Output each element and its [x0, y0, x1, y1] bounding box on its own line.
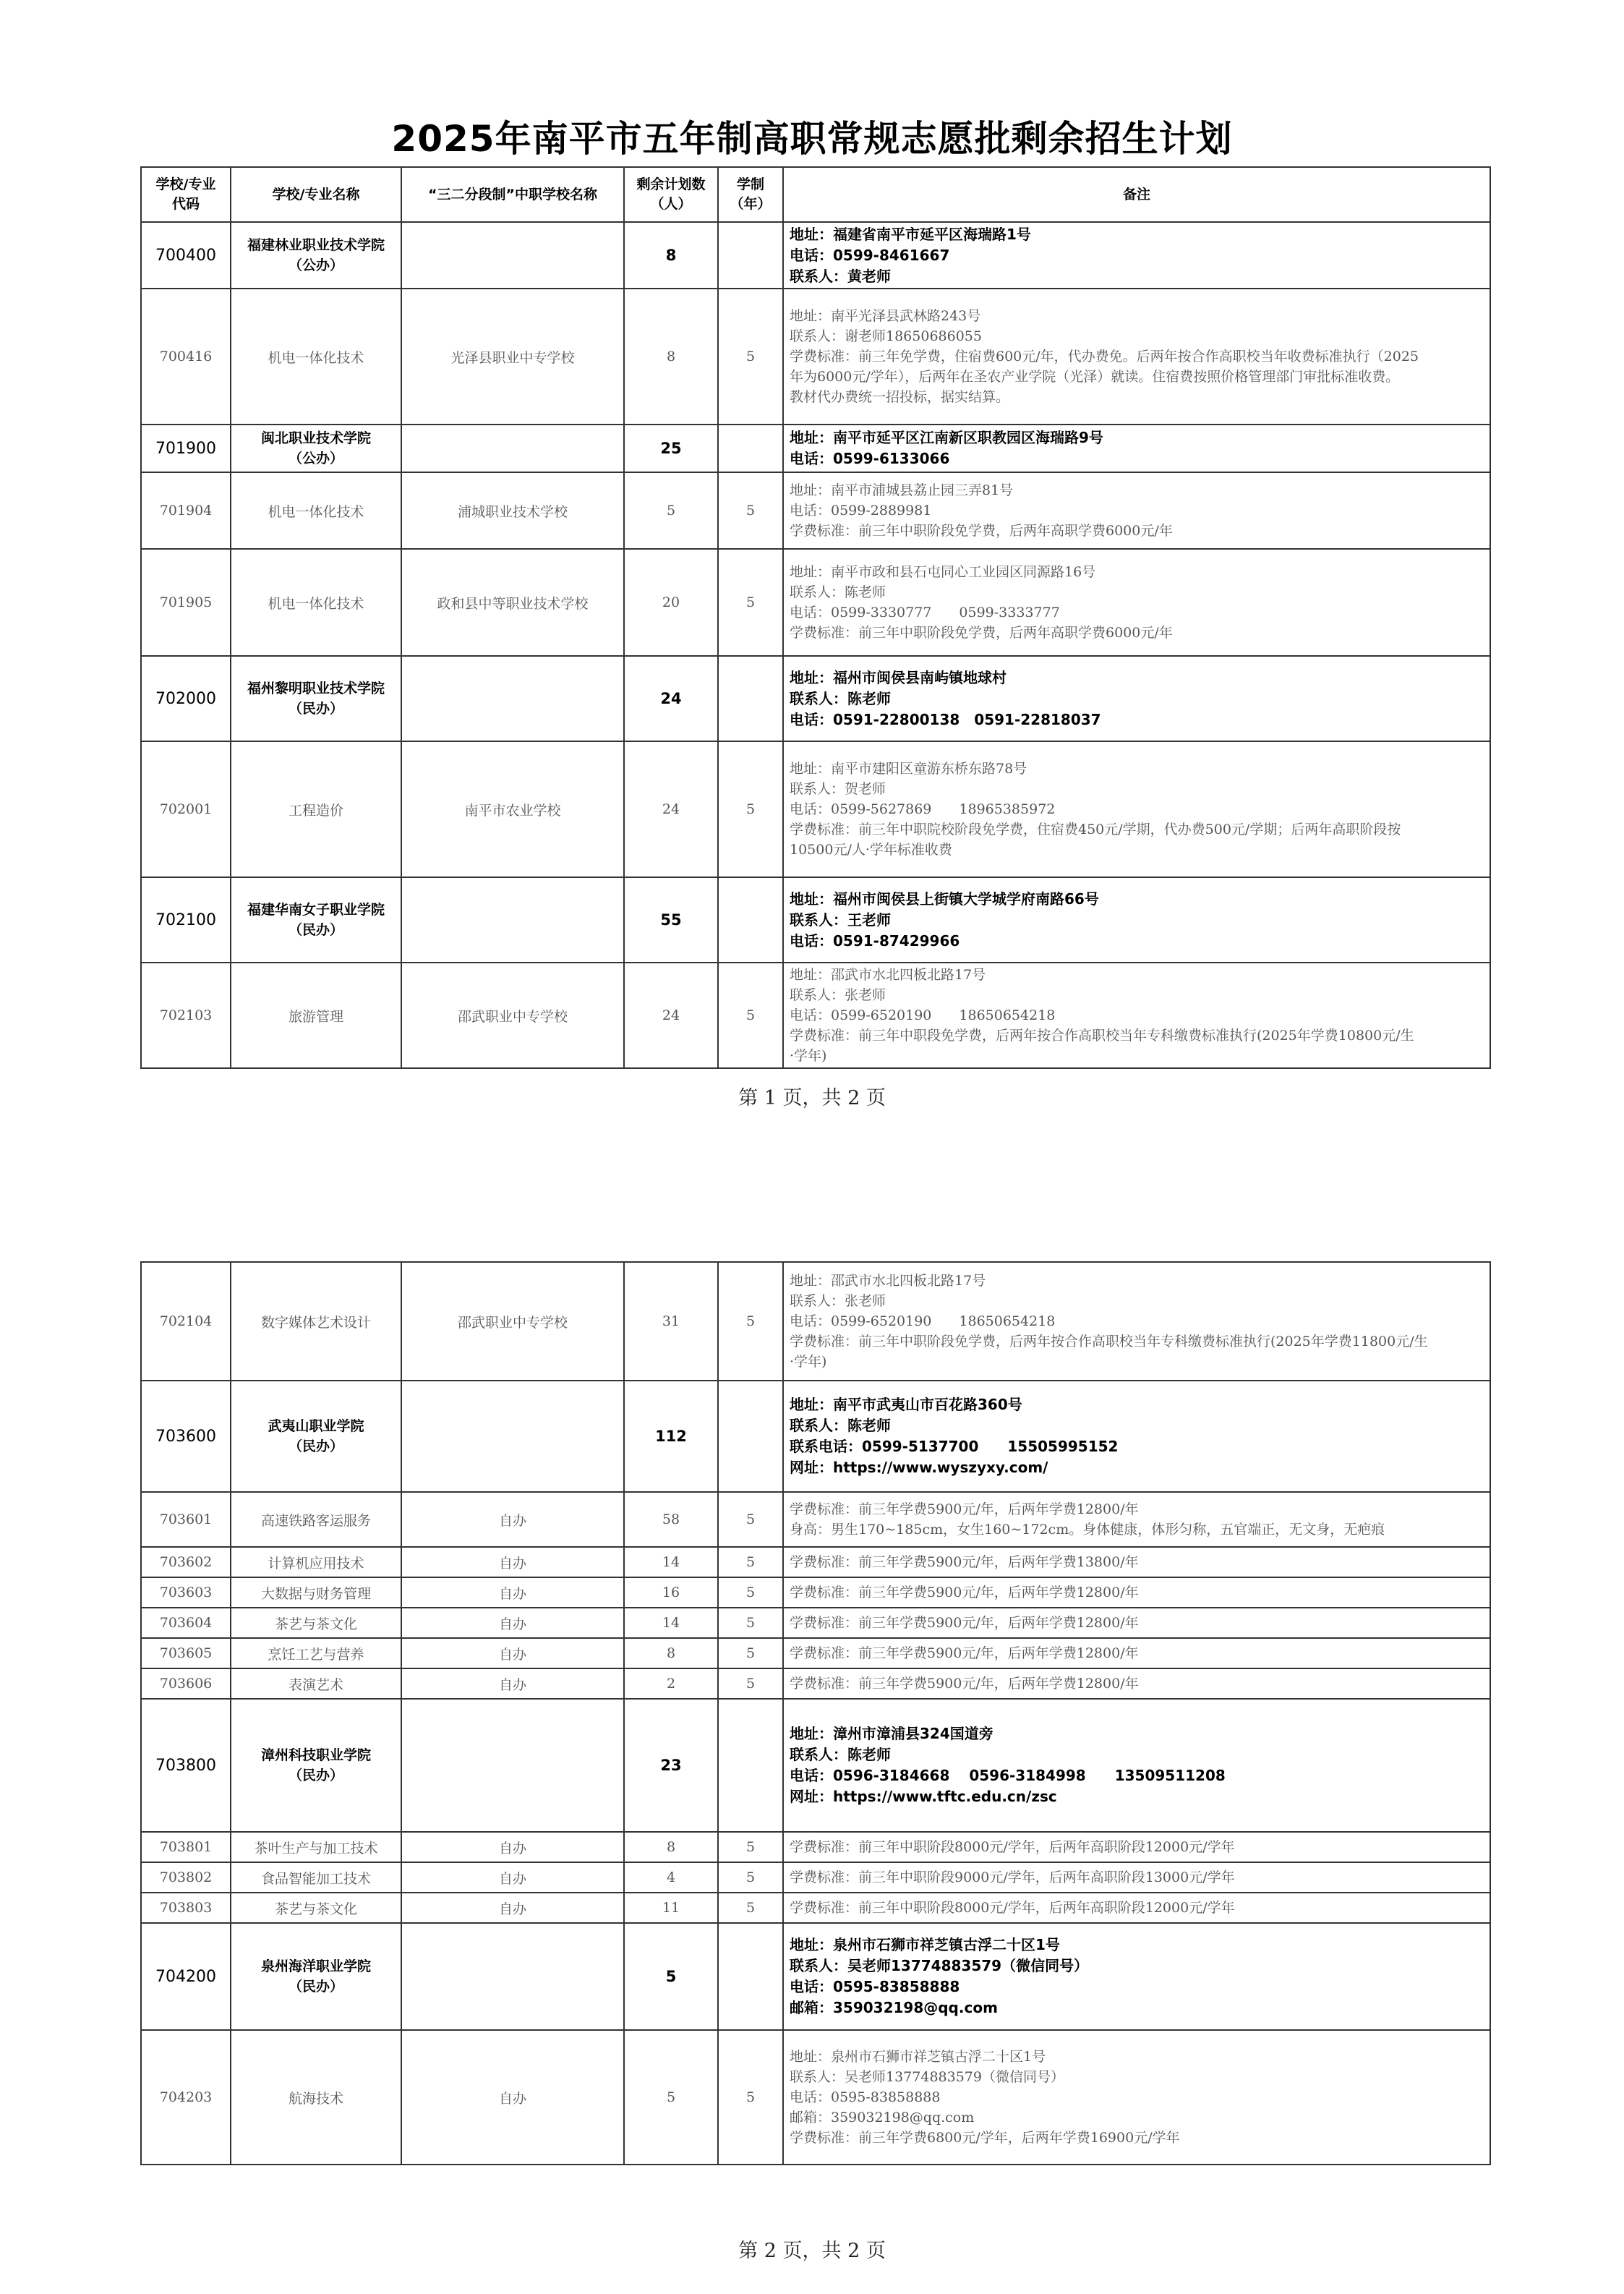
note-line: ·学年): [790, 1354, 827, 1370]
name-line: 数字媒体艺术设计: [260, 1314, 371, 1331]
page-number-1: 第 1 页，共 2 页: [738, 1087, 886, 1109]
mid-school-cell: [401, 656, 624, 741]
name-cell: [231, 1668, 401, 1699]
plan-table-page-1: [140, 166, 1491, 1069]
name-line: 机电一体化技术: [268, 503, 364, 520]
name-cell: [231, 1577, 401, 1608]
years-cell: 5: [718, 472, 783, 549]
name-line: 计算机应用技术: [268, 1555, 364, 1572]
mid-school-cell: 南平市农业学校: [401, 741, 624, 877]
name-cell: [231, 289, 401, 425]
code-cell: 702000: [141, 656, 231, 741]
major-row: [141, 741, 1490, 877]
school-row: [141, 222, 1490, 289]
major-row: [141, 1547, 1490, 1577]
school-row: [141, 425, 1490, 472]
note-line: 联系人：谢老师18650686055: [790, 328, 982, 344]
major-row: [141, 1262, 1490, 1381]
code-cell: 703600: [141, 1381, 231, 1492]
note-line: 地址：南平市延平区江南新区职教园区海瑞路9号: [790, 429, 1103, 446]
name-line: 大数据与财务管理: [260, 1585, 371, 1602]
remaining-cell: 23: [624, 1699, 718, 1832]
note-line: 学费标准：前三年学费5900元/年，后两年学费12800/年: [790, 1676, 1139, 1692]
note-line: 地址：福州市闽侯县上街镇大学城学府南路66号: [790, 890, 1099, 908]
years-cell: 5: [718, 741, 783, 877]
note-line: 学费标准：前三年免学费，住宿费600元/年，代办费免。后两年按合作高职校当年收费标准执行（2025: [790, 349, 1419, 364]
years-cell: [718, 1923, 783, 2030]
name-cell: [231, 1547, 401, 1577]
code-cell: 701900: [141, 425, 231, 472]
years-cell: [718, 877, 783, 963]
remaining-cell: 5: [624, 1923, 718, 2030]
note-line: 地址：南平市建阳区童游东桥东路78号: [790, 761, 1027, 777]
mid-school-cell: [401, 877, 624, 963]
note-line: 学费标准：前三年学费6800元/学年，后两年学费16900元/学年: [790, 2130, 1180, 2146]
major-row: [141, 1668, 1490, 1699]
notes-cell: [783, 1923, 1490, 2030]
name-line: 高速铁路客运服务: [260, 1512, 371, 1529]
name-line: 福建华南女子职业学院: [247, 902, 385, 918]
note-line: 电话：0596-3184668 0596-3184998 13509511208: [790, 1767, 1226, 1784]
note-line: ·学年): [790, 1048, 827, 1064]
header-notes: 备注: [783, 167, 1490, 222]
name-cell: [231, 2030, 401, 2165]
years-cell: [718, 1699, 783, 1832]
name-cell: [231, 472, 401, 549]
note-line: 学费标准：前三年中职阶段9000元/学年，后两年高职阶段13000元/学年: [790, 1869, 1235, 1885]
note-line: 电话：0599-8461667: [790, 246, 950, 264]
notes-cell: [783, 289, 1490, 425]
code-cell: 703803: [141, 1893, 231, 1923]
notes-cell: [783, 1608, 1490, 1638]
years-cell: [718, 222, 783, 289]
code-cell: 703604: [141, 1608, 231, 1638]
code-cell: 703605: [141, 1638, 231, 1668]
mid-school-cell: 自办: [401, 1832, 624, 1862]
years-cell: 5: [718, 289, 783, 425]
name-line: （民办）: [288, 1979, 343, 1995]
name-line: （公办）: [288, 451, 343, 466]
major-row: [141, 2030, 1490, 2165]
note-line: 联系人：张老师: [790, 1293, 886, 1309]
name-cell: [231, 963, 401, 1068]
name-cell: [231, 1262, 401, 1381]
note-line: 学费标准：前三年学费5900元/年，后两年学费12800/年: [790, 1615, 1139, 1631]
remaining-cell: 8: [624, 1832, 718, 1862]
note-line: 联系人：王老师: [790, 911, 891, 929]
code-cell: 702001: [141, 741, 231, 877]
note-line: 地址：邵武市水北四板北路17号: [790, 1273, 986, 1289]
name-cell: [231, 877, 401, 963]
mid-school-cell: 自办: [401, 1608, 624, 1638]
note-line: 电话：0599-3330777 0599-3333777: [790, 605, 1060, 621]
note-line: 地址：南平市武夷山市百花路360号: [790, 1396, 1022, 1413]
notes-cell: [783, 1492, 1490, 1547]
code-cell: 702100: [141, 877, 231, 963]
note-line: 地址：泉州市石狮市祥芝镇古浮二十区1号: [790, 1936, 1060, 1953]
note-line: 地址：福建省南平市延平区海瑞路1号: [790, 225, 1031, 243]
years-cell: 5: [718, 963, 783, 1068]
mid-school-cell: [401, 1699, 624, 1832]
notes-cell: [783, 963, 1490, 1068]
name-line: 烹饪工艺与营养: [268, 1646, 364, 1663]
remaining-cell: 5: [624, 2030, 718, 2165]
mid-school-cell: 自办: [401, 1668, 624, 1699]
note-line: 学费标准：前三年学费5900元/年，后两年学费12800/年: [790, 1585, 1139, 1600]
name-line: （公办）: [288, 257, 343, 273]
note-line: 电话：0599-6520190 18650654218: [790, 1313, 1056, 1329]
remaining-cell: 24: [624, 741, 718, 877]
major-row: [141, 1492, 1490, 1547]
note-line: 地址：南平光泽县武林路243号: [790, 308, 981, 324]
years-cell: 5: [718, 1577, 783, 1608]
remaining-cell: 55: [624, 877, 718, 963]
note-line: 联系人：吴老师13774883579（微信同号）: [790, 2069, 1064, 2085]
years-cell: 5: [718, 1608, 783, 1638]
name-line: 福建林业职业技术学院: [247, 237, 385, 253]
major-row: [141, 1832, 1490, 1862]
code-cell: 701904: [141, 472, 231, 549]
note-line: 电话：0595-83858888: [790, 1978, 960, 1995]
school-row: [141, 1923, 1490, 2030]
remaining-cell: 2: [624, 1668, 718, 1699]
header-years: 学制 （年）: [718, 167, 783, 222]
notes-cell: [783, 549, 1490, 656]
name-cell: [231, 741, 401, 877]
name-cell: [231, 1832, 401, 1862]
major-row: [141, 472, 1490, 549]
years-cell: 5: [718, 1492, 783, 1547]
years-cell: 5: [718, 1862, 783, 1893]
notes-cell: [783, 1381, 1490, 1492]
mid-school-cell: 自办: [401, 2030, 624, 2165]
code-cell: 702104: [141, 1262, 231, 1381]
mid-school-cell: 自办: [401, 1547, 624, 1577]
years-cell: 5: [718, 1262, 783, 1381]
years-cell: [718, 1381, 783, 1492]
note-line: 地址：漳州市漳浦县324国道旁: [790, 1725, 993, 1742]
code-cell: 702103: [141, 963, 231, 1068]
mid-school-cell: 邵武职业中专学校: [401, 963, 624, 1068]
note-line: 电话：0591-87429966: [790, 931, 960, 950]
name-cell: [231, 1608, 401, 1638]
major-row: [141, 963, 1490, 1068]
mid-school-cell: 自办: [401, 1893, 624, 1923]
name-line: 工程造价: [288, 802, 343, 819]
major-row: [141, 1577, 1490, 1608]
code-cell: 703602: [141, 1547, 231, 1577]
school-row: [141, 656, 1490, 741]
name-line: （民办）: [288, 701, 343, 717]
header-mid-school: “三二分段制”中职学校名称: [401, 167, 624, 222]
mid-school-cell: [401, 1381, 624, 1492]
remaining-cell: 5: [624, 472, 718, 549]
note-line: 网址：https://www.wyszyxy.com/: [790, 1459, 1048, 1476]
note-line: 电话：0595-83858888: [790, 2089, 941, 2105]
mid-school-cell: 自办: [401, 1638, 624, 1668]
note-line: 学费标准：前三年中职阶段8000元/学年，后两年高职阶段12000元/学年: [790, 1839, 1235, 1855]
note-line: 电话：0599-6520190 18650654218: [790, 1007, 1056, 1023]
note-line: 联系人：陈老师: [790, 584, 886, 600]
name-line: 机电一体化技术: [268, 595, 364, 612]
note-line: 联系人：张老师: [790, 987, 886, 1003]
remaining-cell: 112: [624, 1381, 718, 1492]
mid-school-cell: 自办: [401, 1577, 624, 1608]
mid-school-cell: 自办: [401, 1862, 624, 1893]
remaining-cell: 11: [624, 1893, 718, 1923]
mid-school-cell: [401, 1923, 624, 2030]
name-line: （民办）: [288, 1768, 343, 1783]
years-cell: [718, 656, 783, 741]
code-cell: 703603: [141, 1577, 231, 1608]
note-line: 学费标准：前三年中职阶段8000元/学年，后两年高职阶段12000元/学年: [790, 1900, 1235, 1916]
note-line: 年为6000元/学年），后两年在圣农产业学院（光泽）就读。住宿费按照价格管理部门审批标准收费。: [790, 369, 1400, 385]
name-cell: [231, 1492, 401, 1547]
code-cell: 703601: [141, 1492, 231, 1547]
mid-school-cell: 自办: [401, 1492, 624, 1547]
remaining-cell: 25: [624, 425, 718, 472]
code-cell: 704203: [141, 2030, 231, 2165]
note-line: 地址：泉州市石狮市祥芝镇古浮二十区1号: [790, 2049, 1046, 2065]
notes-cell: [783, 1262, 1490, 1381]
header-code: 学校/专业 代码: [141, 167, 231, 222]
mid-school-cell: 光泽县职业中专学校: [401, 289, 624, 425]
name-cell: [231, 656, 401, 741]
code-cell: 703801: [141, 1832, 231, 1862]
note-line: 网址：https://www.tftc.edu.cn/zsc: [790, 1788, 1057, 1805]
name-line: 泉州海洋职业学院: [260, 1958, 371, 1974]
name-line: 武夷山职业学院: [268, 1418, 364, 1434]
remaining-cell: 24: [624, 963, 718, 1068]
note-line: 联系人：陈老师: [790, 1746, 891, 1763]
name-line: 食品智能加工技术: [260, 1870, 371, 1887]
note-line: 学费标准：前三年中职阶段免学费，后两年按合作高职校当年专科缴费标准执行(2025年学费11800元/生: [790, 1334, 1428, 1349]
code-cell: 700400: [141, 222, 231, 289]
remaining-cell: 14: [624, 1608, 718, 1638]
notes-cell: [783, 1862, 1490, 1893]
remaining-cell: 31: [624, 1262, 718, 1381]
major-row: [141, 289, 1490, 425]
page-number-2: 第 2 页，共 2 页: [738, 2240, 886, 2262]
mid-school-cell: [401, 222, 624, 289]
mid-school-cell: 政和县中等职业技术学校: [401, 549, 624, 656]
notes-cell: [783, 2030, 1490, 2165]
name-line: 福州黎明职业技术学院: [247, 681, 385, 696]
note-line: 联系人：陈老师: [790, 689, 891, 707]
note-line: 联系人：吴老师13774883579（微信同号）: [790, 1957, 1089, 1974]
code-cell: 704200: [141, 1923, 231, 2030]
years-cell: 5: [718, 1547, 783, 1577]
years-cell: 5: [718, 2030, 783, 2165]
years-cell: 5: [718, 549, 783, 656]
plan-table-page-2: [140, 1261, 1491, 2165]
name-line: 旅游管理: [288, 1008, 343, 1025]
name-cell: [231, 1638, 401, 1668]
school-row: [141, 1699, 1490, 1832]
note-line: 学费标准：前三年学费5900元/年，后两年学费13800/年: [790, 1554, 1139, 1570]
code-cell: 703800: [141, 1699, 231, 1832]
note-line: 学费标准：前三年学费5900元/年，后两年学费12800/年: [790, 1645, 1139, 1661]
name-line: 茶艺与茶文化: [274, 1901, 357, 1917]
name-cell: [231, 425, 401, 472]
code-cell: 700416: [141, 289, 231, 425]
name-line: 航海技术: [288, 2090, 343, 2107]
note-line: 学费标准：前三年中职段免学费，后两年按合作高职校当年专科缴费标准执行(2025年学费10800元/生: [790, 1028, 1414, 1044]
note-line: 电话：0599-6133066: [790, 450, 950, 467]
name-line: 闽北职业技术学院: [260, 430, 371, 446]
remaining-cell: 16: [624, 1577, 718, 1608]
name-line: 表演艺术: [288, 1676, 343, 1693]
major-row: [141, 1638, 1490, 1668]
name-cell: [231, 549, 401, 656]
name-line: （民办）: [288, 1438, 343, 1454]
page-title: 2025年南平市五年制高职常规志愿批剩余招生计划: [391, 118, 1233, 160]
note-line: 邮箱：359032198@qq.com: [790, 2110, 975, 2125]
major-row: [141, 549, 1490, 656]
mid-school-cell: [401, 425, 624, 472]
note-line: 电话：0599-2889981: [790, 503, 932, 519]
name-line: 漳州科技职业学院: [260, 1747, 371, 1763]
remaining-cell: 14: [624, 1547, 718, 1577]
remaining-cell: 4: [624, 1862, 718, 1893]
code-cell: 703606: [141, 1668, 231, 1699]
note-line: 电话：0591-22800138 0591-22818037: [790, 710, 1101, 728]
mid-school-cell: 邵武职业中专学校: [401, 1262, 624, 1381]
notes-cell: [783, 472, 1490, 549]
remaining-cell: 8: [624, 1638, 718, 1668]
notes-cell: [783, 1893, 1490, 1923]
notes-cell: [783, 877, 1490, 963]
years-cell: 5: [718, 1893, 783, 1923]
name-line: 机电一体化技术: [268, 349, 364, 366]
name-line: 茶艺与茶文化: [274, 1616, 357, 1632]
major-row: [141, 1893, 1490, 1923]
notes-cell: [783, 1668, 1490, 1699]
note-line: 联系人：黄老师: [790, 267, 891, 285]
name-cell: [231, 1893, 401, 1923]
notes-cell: [783, 1832, 1490, 1862]
note-line: 地址：福州市闽侯县南屿镇地球村: [790, 668, 1007, 686]
name-cell: [231, 222, 401, 289]
note-line: 学费标准：前三年中职阶段免学费，后两年高职学费6000元/年: [790, 625, 1173, 641]
header-name: 学校/专业名称: [231, 167, 401, 222]
note-line: 学费标准：前三年中职阶段免学费，后两年高职学费6000元/年: [790, 523, 1173, 539]
note-line: 地址：邵武市水北四板北路17号: [790, 967, 986, 983]
notes-cell: [783, 1699, 1490, 1832]
remaining-cell: 8: [624, 289, 718, 425]
name-cell: [231, 1699, 401, 1832]
code-cell: 703802: [141, 1862, 231, 1893]
header-remaining: 剩余计划数 （人）: [624, 167, 718, 222]
name-line: （民办）: [288, 922, 343, 938]
note-line: 联系电话：0599-5137700 15505995152: [790, 1438, 1119, 1455]
school-row: [141, 1381, 1490, 1492]
code-cell: 701905: [141, 549, 231, 656]
notes-cell: [783, 1577, 1490, 1608]
note-line: 地址：南平市浦城县荔止园三弄81号: [790, 482, 1014, 498]
note-line: 地址：南平市政和县石屯同心工业园区同源路16号: [790, 564, 1096, 580]
major-row: [141, 1608, 1490, 1638]
notes-cell: [783, 656, 1490, 741]
note-line: 电话：0599-5627869 18965385972: [790, 801, 1056, 817]
years-cell: 5: [718, 1668, 783, 1699]
mid-school-cell: 浦城职业技术学校: [401, 472, 624, 549]
table-header-row: [141, 167, 1490, 222]
remaining-cell: 58: [624, 1492, 718, 1547]
name-cell: [231, 1862, 401, 1893]
note-line: 学费标准：前三年学费5900元/年，后两年学费12800/年: [790, 1501, 1139, 1517]
notes-cell: [783, 425, 1490, 472]
notes-cell: [783, 222, 1490, 289]
name-cell: [231, 1923, 401, 2030]
note-line: 邮箱：359032198@qq.com: [790, 1999, 998, 2016]
notes-cell: [783, 1638, 1490, 1668]
note-line: 10500元/人·学年标准收费: [790, 842, 952, 858]
note-line: 教材代办费统一招投标，据实结算。: [790, 389, 1010, 405]
name-cell: [231, 1381, 401, 1492]
years-cell: 5: [718, 1832, 783, 1862]
notes-cell: [783, 741, 1490, 877]
years-cell: 5: [718, 1638, 783, 1668]
notes-cell: [783, 1547, 1490, 1577]
remaining-cell: 20: [624, 549, 718, 656]
note-line: 身高：男生170~185cm，女生160~172cm。身体健康，体形匀称，五官端正，无文身，无疤痕: [790, 1522, 1385, 1538]
note-line: 联系人：陈老师: [790, 1417, 891, 1434]
school-row: [141, 877, 1490, 963]
remaining-cell: 24: [624, 656, 718, 741]
note-line: 学费标准：前三年中职院校阶段免学费，住宿费450元/学期，代办费500元/学期；后两年高职阶段按: [790, 822, 1401, 837]
major-row: [141, 1862, 1490, 1893]
note-line: 联系人：贺老师: [790, 781, 886, 797]
remaining-cell: 8: [624, 222, 718, 289]
years-cell: [718, 425, 783, 472]
name-line: 茶叶生产与加工技术: [254, 1840, 378, 1856]
